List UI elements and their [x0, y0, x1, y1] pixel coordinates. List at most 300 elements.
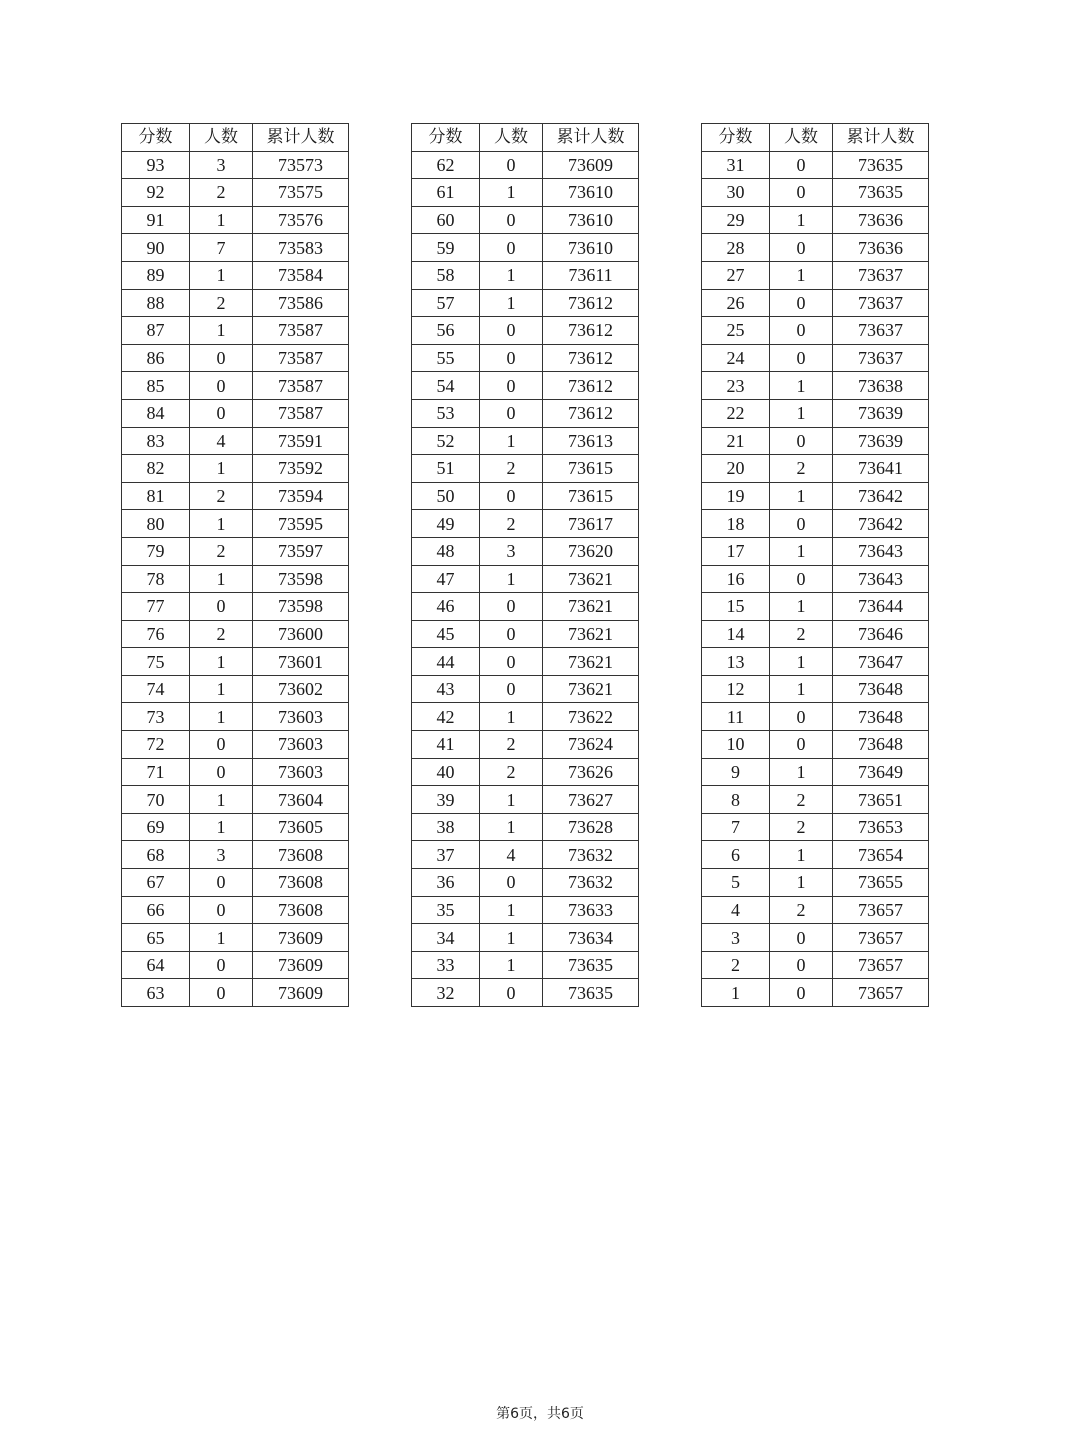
cell-score: 24	[702, 344, 770, 372]
table-row	[412, 620, 639, 648]
header-count: 人数	[480, 124, 543, 152]
table-row	[702, 289, 929, 317]
table-row	[122, 482, 349, 510]
cell-score: 47	[412, 565, 480, 593]
cell-score: 86	[122, 344, 190, 372]
cell-score: 60	[412, 206, 480, 234]
cell-count: 1	[770, 675, 833, 703]
table-row	[412, 786, 639, 814]
table-header-row	[702, 124, 929, 152]
cell-cumulative: 73586	[253, 289, 349, 317]
table-row	[702, 951, 929, 979]
header-score: 分数	[412, 124, 480, 152]
table-row	[702, 399, 929, 427]
cell-cumulative: 73603	[253, 758, 349, 786]
cell-score: 6	[702, 841, 770, 869]
cell-score: 29	[702, 206, 770, 234]
cell-cumulative: 73608	[253, 896, 349, 924]
cell-score: 48	[412, 537, 480, 565]
cell-count: 0	[770, 979, 833, 1007]
cell-score: 52	[412, 427, 480, 455]
table-row	[702, 537, 929, 565]
cell-cumulative: 73638	[833, 372, 929, 400]
cell-score: 39	[412, 786, 480, 814]
cell-cumulative: 73597	[253, 537, 349, 565]
cell-cumulative: 73575	[253, 179, 349, 207]
table-row	[122, 786, 349, 814]
table-row	[702, 758, 929, 786]
cell-count: 1	[190, 317, 253, 345]
cell-count: 2	[770, 620, 833, 648]
cell-count: 1	[480, 289, 543, 317]
table-row	[122, 206, 349, 234]
table-row	[412, 427, 639, 455]
cell-count: 7	[190, 234, 253, 262]
cell-count: 0	[480, 399, 543, 427]
table-row	[122, 510, 349, 538]
cell-count: 1	[190, 786, 253, 814]
cell-count: 1	[190, 565, 253, 593]
table-row	[412, 455, 639, 483]
cell-count: 1	[480, 427, 543, 455]
table-row	[122, 344, 349, 372]
cell-count: 0	[190, 869, 253, 897]
table-row	[702, 593, 929, 621]
cell-score: 79	[122, 537, 190, 565]
table-row	[122, 372, 349, 400]
header-score: 分数	[702, 124, 770, 152]
cell-count: 0	[480, 675, 543, 703]
cell-score: 64	[122, 951, 190, 979]
table-row	[702, 344, 929, 372]
table-row	[412, 896, 639, 924]
cell-cumulative: 73648	[833, 703, 929, 731]
cell-count: 0	[190, 372, 253, 400]
cell-count: 0	[770, 510, 833, 538]
cell-cumulative: 73637	[833, 261, 929, 289]
cell-score: 57	[412, 289, 480, 317]
cell-cumulative: 73611	[543, 261, 639, 289]
cell-score: 81	[122, 482, 190, 510]
cell-cumulative: 73626	[543, 758, 639, 786]
cell-count: 2	[190, 620, 253, 648]
cell-count: 0	[480, 648, 543, 676]
cell-count: 0	[770, 179, 833, 207]
table-row	[412, 841, 639, 869]
table-row	[122, 731, 349, 759]
table-row	[702, 813, 929, 841]
cell-score: 91	[122, 206, 190, 234]
cell-cumulative: 73587	[253, 317, 349, 345]
cell-cumulative: 73609	[543, 151, 639, 179]
cell-cumulative: 73637	[833, 289, 929, 317]
cell-score: 72	[122, 731, 190, 759]
table-row	[702, 482, 929, 510]
cell-count: 0	[190, 758, 253, 786]
table-row	[122, 289, 349, 317]
table-row	[702, 151, 929, 179]
cell-count: 0	[480, 372, 543, 400]
table-row	[412, 344, 639, 372]
score-table-3	[701, 123, 929, 1007]
cell-cumulative: 73636	[833, 234, 929, 262]
cell-score: 2	[702, 951, 770, 979]
cell-score: 46	[412, 593, 480, 621]
cell-cumulative: 73635	[543, 979, 639, 1007]
cell-score: 90	[122, 234, 190, 262]
cell-score: 76	[122, 620, 190, 648]
cell-score: 49	[412, 510, 480, 538]
cell-cumulative: 73600	[253, 620, 349, 648]
table-row	[122, 869, 349, 897]
cell-cumulative: 73612	[543, 344, 639, 372]
cell-count: 0	[480, 206, 543, 234]
cell-cumulative: 73635	[543, 951, 639, 979]
cell-score: 38	[412, 813, 480, 841]
cell-count: 1	[190, 648, 253, 676]
cell-count: 2	[770, 455, 833, 483]
cell-score: 15	[702, 593, 770, 621]
cell-count: 1	[770, 841, 833, 869]
cell-score: 84	[122, 399, 190, 427]
table-row	[412, 234, 639, 262]
cell-cumulative: 73620	[543, 537, 639, 565]
cell-score: 92	[122, 179, 190, 207]
table-row	[702, 510, 929, 538]
cell-cumulative: 73628	[543, 813, 639, 841]
table-row	[702, 455, 929, 483]
cell-score: 88	[122, 289, 190, 317]
cell-count: 1	[190, 510, 253, 538]
cell-cumulative: 73654	[833, 841, 929, 869]
cell-count: 0	[190, 896, 253, 924]
table-row	[412, 372, 639, 400]
cell-cumulative: 73595	[253, 510, 349, 538]
cell-count: 1	[190, 455, 253, 483]
cell-score: 20	[702, 455, 770, 483]
cell-cumulative: 73587	[253, 372, 349, 400]
cell-cumulative: 73635	[833, 179, 929, 207]
table-row	[122, 758, 349, 786]
table-row	[122, 179, 349, 207]
table-row	[122, 924, 349, 952]
table-row	[702, 703, 929, 731]
cell-count: 1	[480, 261, 543, 289]
cell-score: 17	[702, 537, 770, 565]
cell-score: 70	[122, 786, 190, 814]
cell-cumulative: 73576	[253, 206, 349, 234]
cell-cumulative: 73624	[543, 731, 639, 759]
cell-count: 1	[770, 206, 833, 234]
cell-score: 9	[702, 758, 770, 786]
cell-score: 73	[122, 703, 190, 731]
cell-score: 71	[122, 758, 190, 786]
cell-count: 2	[190, 289, 253, 317]
cell-cumulative: 73657	[833, 951, 929, 979]
cell-count: 2	[190, 482, 253, 510]
cell-count: 4	[480, 841, 543, 869]
table-row	[122, 427, 349, 455]
cell-cumulative: 73621	[543, 648, 639, 676]
cell-score: 36	[412, 869, 480, 897]
table-row	[702, 261, 929, 289]
cell-count: 0	[190, 593, 253, 621]
table-row	[412, 758, 639, 786]
table-header-row	[122, 124, 349, 152]
cell-count: 1	[770, 758, 833, 786]
header-cumulative: 累计人数	[543, 124, 639, 152]
cell-count: 0	[770, 289, 833, 317]
table-row	[122, 151, 349, 179]
cell-count: 0	[770, 951, 833, 979]
cell-count: 1	[480, 703, 543, 731]
cell-cumulative: 73612	[543, 317, 639, 345]
cell-cumulative: 73637	[833, 344, 929, 372]
table-row	[412, 537, 639, 565]
table-row	[412, 317, 639, 345]
cell-count: 0	[480, 317, 543, 345]
table-row	[702, 924, 929, 952]
table-row	[702, 731, 929, 759]
cell-score: 22	[702, 399, 770, 427]
cell-count: 3	[190, 841, 253, 869]
table-row	[412, 979, 639, 1007]
cell-score: 51	[412, 455, 480, 483]
cell-cumulative: 73643	[833, 565, 929, 593]
cell-score: 42	[412, 703, 480, 731]
table-row	[702, 427, 929, 455]
cell-count: 0	[480, 593, 543, 621]
cell-cumulative: 73621	[543, 565, 639, 593]
cell-cumulative: 73639	[833, 427, 929, 455]
table-row	[122, 455, 349, 483]
table-row	[122, 951, 349, 979]
cell-count: 1	[770, 869, 833, 897]
score-table-2	[411, 123, 639, 1007]
cell-score: 68	[122, 841, 190, 869]
cell-count: 1	[770, 482, 833, 510]
cell-count: 1	[770, 399, 833, 427]
cell-count: 0	[190, 979, 253, 1007]
table-row	[412, 565, 639, 593]
cell-score: 82	[122, 455, 190, 483]
cell-cumulative: 73622	[543, 703, 639, 731]
cell-score: 85	[122, 372, 190, 400]
cell-score: 67	[122, 869, 190, 897]
table-row	[412, 206, 639, 234]
cell-score: 8	[702, 786, 770, 814]
cell-cumulative: 73610	[543, 206, 639, 234]
cell-cumulative: 73657	[833, 979, 929, 1007]
cell-score: 12	[702, 675, 770, 703]
cell-cumulative: 73634	[543, 924, 639, 952]
cell-cumulative: 73598	[253, 565, 349, 593]
cell-count: 0	[480, 620, 543, 648]
table-row	[412, 648, 639, 676]
cell-cumulative: 73608	[253, 869, 349, 897]
table-row	[412, 813, 639, 841]
cell-count: 1	[480, 179, 543, 207]
cell-count: 0	[770, 924, 833, 952]
cell-count: 1	[770, 648, 833, 676]
table-row	[412, 399, 639, 427]
cell-score: 93	[122, 151, 190, 179]
cell-cumulative: 73610	[543, 179, 639, 207]
cell-count: 2	[480, 758, 543, 786]
cell-cumulative: 73627	[543, 786, 639, 814]
header-cumulative: 累计人数	[833, 124, 929, 152]
table-row	[122, 620, 349, 648]
cell-cumulative: 73642	[833, 482, 929, 510]
score-table-1	[121, 123, 349, 1007]
cell-score: 61	[412, 179, 480, 207]
cell-cumulative: 73601	[253, 648, 349, 676]
cell-cumulative: 73609	[253, 979, 349, 1007]
cell-cumulative: 73603	[253, 703, 349, 731]
cell-count: 0	[770, 731, 833, 759]
cell-score: 16	[702, 565, 770, 593]
table-row	[412, 703, 639, 731]
cell-count: 1	[190, 924, 253, 952]
table-row	[122, 234, 349, 262]
cell-count: 0	[190, 951, 253, 979]
cell-count: 1	[770, 537, 833, 565]
cell-score: 50	[412, 482, 480, 510]
cell-count: 0	[770, 151, 833, 179]
cell-count: 0	[480, 869, 543, 897]
cell-score: 10	[702, 731, 770, 759]
cell-count: 0	[770, 565, 833, 593]
cell-count: 1	[190, 206, 253, 234]
cell-cumulative: 73612	[543, 399, 639, 427]
cell-score: 21	[702, 427, 770, 455]
cell-score: 3	[702, 924, 770, 952]
cell-count: 0	[770, 317, 833, 345]
cell-count: 2	[480, 510, 543, 538]
header-score: 分数	[122, 124, 190, 152]
cell-cumulative: 73605	[253, 813, 349, 841]
table-row	[122, 896, 349, 924]
table-row	[122, 648, 349, 676]
cell-cumulative: 73598	[253, 593, 349, 621]
cell-cumulative: 73632	[543, 841, 639, 869]
cell-score: 74	[122, 675, 190, 703]
cell-score: 27	[702, 261, 770, 289]
table-row	[122, 979, 349, 1007]
cell-score: 41	[412, 731, 480, 759]
table-row	[702, 675, 929, 703]
cell-cumulative: 73587	[253, 344, 349, 372]
cell-score: 83	[122, 427, 190, 455]
cell-cumulative: 73644	[833, 593, 929, 621]
table-row	[412, 482, 639, 510]
cell-score: 7	[702, 813, 770, 841]
table-row	[412, 151, 639, 179]
header-count: 人数	[770, 124, 833, 152]
cell-count: 2	[770, 813, 833, 841]
cell-cumulative: 73594	[253, 482, 349, 510]
table-row	[122, 537, 349, 565]
cell-score: 34	[412, 924, 480, 952]
table-row	[122, 675, 349, 703]
cell-count: 1	[190, 813, 253, 841]
cell-score: 53	[412, 399, 480, 427]
cell-cumulative: 73612	[543, 372, 639, 400]
table-row	[702, 786, 929, 814]
cell-cumulative: 73632	[543, 869, 639, 897]
cell-score: 80	[122, 510, 190, 538]
cell-count: 0	[480, 979, 543, 1007]
cell-score: 25	[702, 317, 770, 345]
cell-cumulative: 73621	[543, 593, 639, 621]
table-row	[412, 869, 639, 897]
cell-cumulative: 73587	[253, 399, 349, 427]
cell-count: 0	[770, 234, 833, 262]
table-row	[702, 234, 929, 262]
table-row	[702, 620, 929, 648]
cell-score: 30	[702, 179, 770, 207]
table-row	[122, 399, 349, 427]
table-row	[412, 261, 639, 289]
cell-count: 0	[190, 731, 253, 759]
cell-cumulative: 73612	[543, 289, 639, 317]
cell-count: 1	[480, 951, 543, 979]
cell-cumulative: 73610	[543, 234, 639, 262]
cell-cumulative: 73633	[543, 896, 639, 924]
cell-count: 1	[190, 675, 253, 703]
cell-score: 44	[412, 648, 480, 676]
cell-count: 3	[480, 537, 543, 565]
cell-score: 18	[702, 510, 770, 538]
cell-cumulative: 73609	[253, 951, 349, 979]
cell-cumulative: 73613	[543, 427, 639, 455]
table-row	[122, 317, 349, 345]
cell-count: 3	[190, 151, 253, 179]
cell-cumulative: 73617	[543, 510, 639, 538]
cell-cumulative: 73648	[833, 675, 929, 703]
cell-cumulative: 73615	[543, 482, 639, 510]
cell-count: 2	[770, 786, 833, 814]
cell-cumulative: 73648	[833, 731, 929, 759]
cell-score: 66	[122, 896, 190, 924]
cell-score: 4	[702, 896, 770, 924]
cell-score: 19	[702, 482, 770, 510]
cell-score: 40	[412, 758, 480, 786]
cell-score: 33	[412, 951, 480, 979]
cell-score: 54	[412, 372, 480, 400]
cell-count: 1	[190, 703, 253, 731]
table-row	[412, 731, 639, 759]
table-row	[122, 593, 349, 621]
cell-count: 0	[480, 482, 543, 510]
cell-cumulative: 73647	[833, 648, 929, 676]
cell-cumulative: 73653	[833, 813, 929, 841]
cell-count: 1	[770, 372, 833, 400]
cell-cumulative: 73591	[253, 427, 349, 455]
cell-cumulative: 73603	[253, 731, 349, 759]
cell-score: 37	[412, 841, 480, 869]
table-row	[702, 179, 929, 207]
table-row	[122, 813, 349, 841]
cell-score: 87	[122, 317, 190, 345]
table-row	[412, 924, 639, 952]
table-row	[702, 372, 929, 400]
cell-score: 77	[122, 593, 190, 621]
cell-cumulative: 73651	[833, 786, 929, 814]
table-row	[412, 675, 639, 703]
cell-count: 0	[480, 234, 543, 262]
cell-count: 1	[480, 565, 543, 593]
